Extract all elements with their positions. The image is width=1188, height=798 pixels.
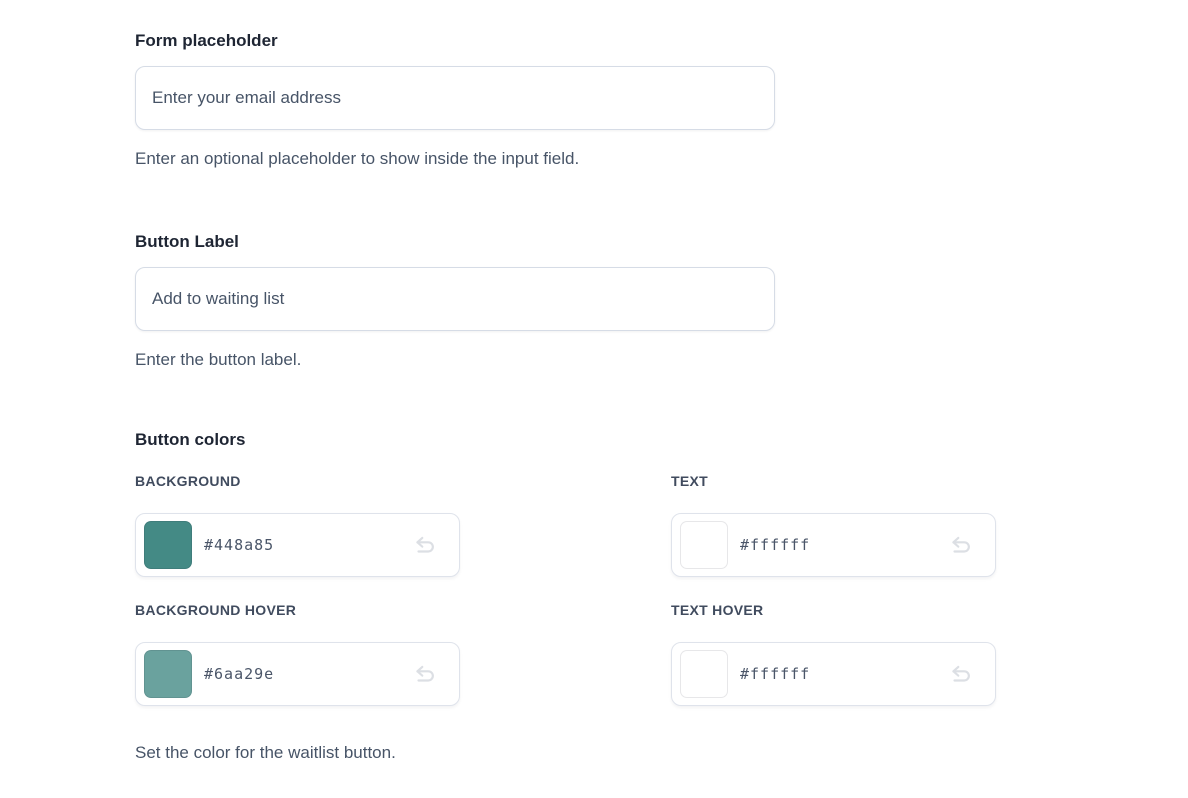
form-placeholder-help: Enter an optional placeholder to show inside the input field. [135, 149, 580, 168]
background-hover-color-swatch[interactable] [144, 650, 192, 698]
button-colors-heading: Button colors [135, 430, 246, 449]
button-colors-grid [135, 473, 1000, 706]
undo-icon [948, 661, 974, 687]
text-hover-color-swatch[interactable] [680, 650, 728, 698]
button-label-input[interactable] [135, 267, 775, 331]
text-hex-input[interactable] [740, 536, 945, 554]
text-hover-color-label: TEXT HOVER [671, 602, 764, 618]
button-label-label: Button Label [135, 232, 239, 251]
form-placeholder-label: Form placeholder [135, 31, 278, 50]
undo-icon [412, 532, 438, 558]
button-colors-section [135, 429, 1000, 764]
button-label-group [135, 231, 1000, 371]
undo-icon [948, 532, 974, 558]
background-hex-input[interactable] [204, 536, 409, 554]
text-hover-color-picker [671, 642, 996, 706]
background-hover-color-label: BACKGROUND HOVER [135, 602, 297, 618]
text-hover-reset-button[interactable] [945, 658, 977, 690]
background-hover-color-picker [135, 642, 460, 706]
undo-icon [412, 661, 438, 687]
form-placeholder-group [135, 30, 1000, 170]
form-placeholder-input[interactable] [135, 66, 775, 130]
color-cell-text [671, 473, 996, 577]
button-colors-help: Set the color for the waitlist button. [135, 743, 396, 762]
text-hover-hex-input[interactable] [740, 665, 945, 683]
color-cell-text-hover [671, 602, 996, 706]
background-hover-reset-button[interactable] [409, 658, 441, 690]
color-cell-background [135, 473, 460, 577]
background-color-label: BACKGROUND [135, 473, 241, 489]
background-hover-hex-input[interactable] [204, 665, 409, 683]
background-reset-button[interactable] [409, 529, 441, 561]
text-color-swatch[interactable] [680, 521, 728, 569]
button-label-help: Enter the button label. [135, 350, 302, 369]
background-color-swatch[interactable] [144, 521, 192, 569]
text-color-picker [671, 513, 996, 577]
text-reset-button[interactable] [945, 529, 977, 561]
text-color-label: TEXT [671, 473, 708, 489]
color-cell-background-hover [135, 602, 460, 706]
background-color-picker [135, 513, 460, 577]
